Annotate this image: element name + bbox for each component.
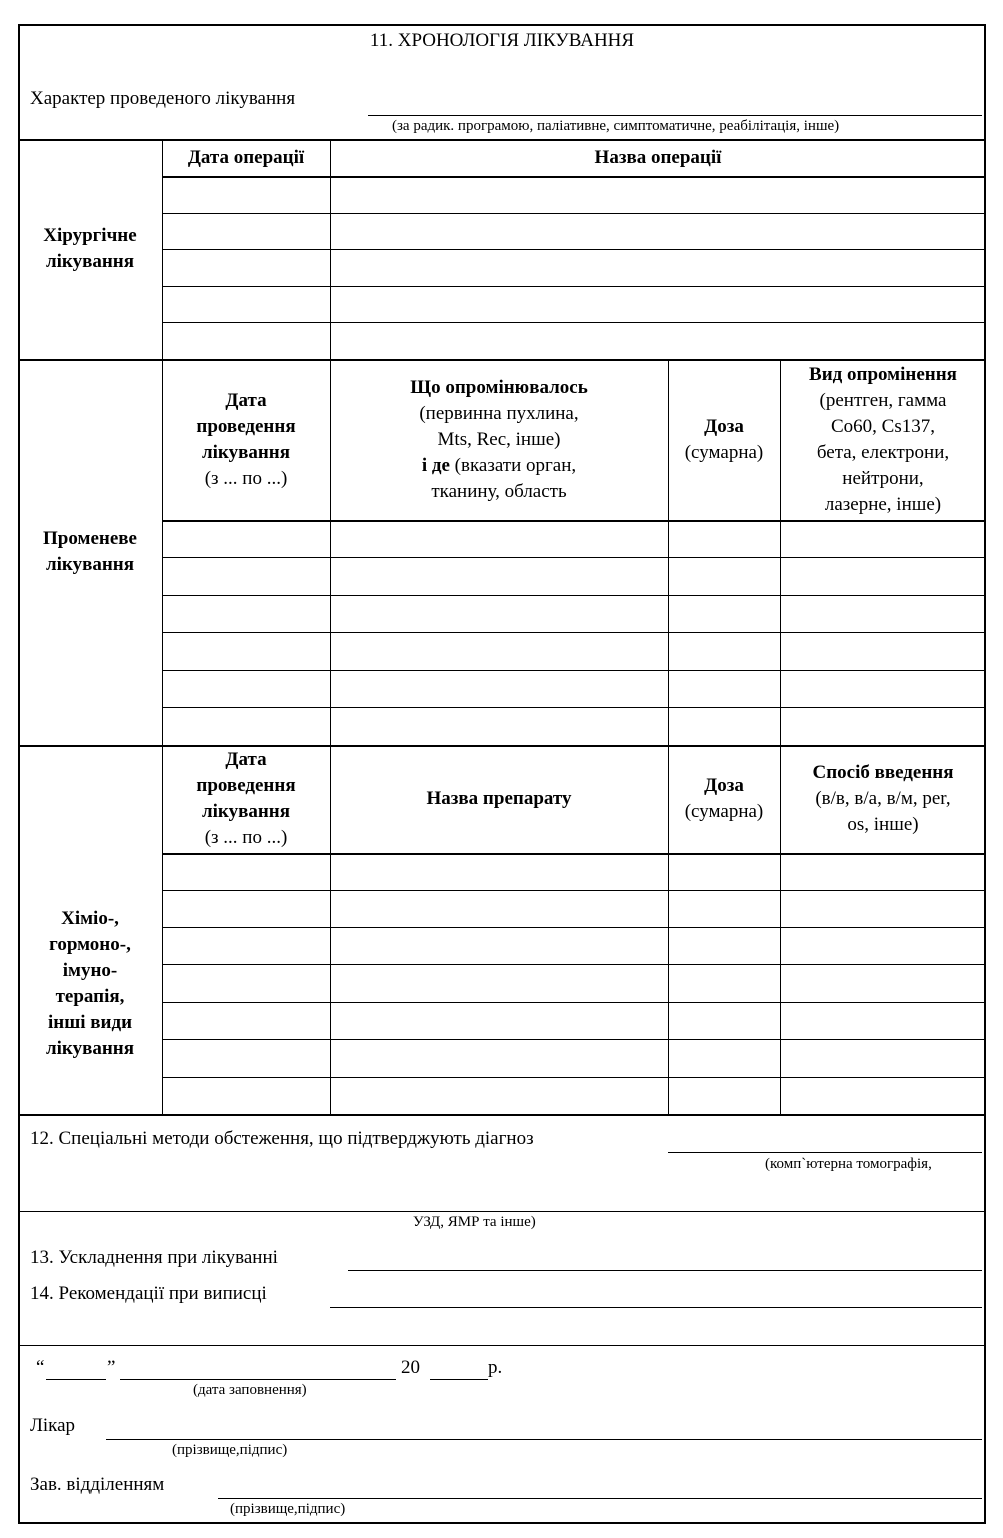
recommendations-field[interactable] bbox=[330, 1307, 982, 1308]
row-divider bbox=[162, 964, 986, 965]
section-title: 11. ХРОНОЛОГІЯ ЛІКУВАННЯ bbox=[369, 30, 635, 51]
special-methods-hint-1: (комп`ютерна томографія, bbox=[765, 1156, 932, 1172]
row-divider bbox=[162, 1077, 986, 1078]
row-divider bbox=[162, 1039, 986, 1040]
head-of-department-hint: (прізвище,підпис) bbox=[230, 1501, 346, 1517]
date-year-field[interactable] bbox=[430, 1379, 488, 1380]
row-divider bbox=[162, 595, 986, 596]
chemo-header-dose: Доза (сумарна) bbox=[684, 775, 764, 822]
row-divider bbox=[162, 632, 986, 633]
row-divider bbox=[162, 286, 986, 287]
special-methods-label: 12. Спеціальні методи обстеження, що підтверджують діагноз bbox=[30, 1128, 534, 1149]
head-of-department-field[interactable] bbox=[218, 1498, 982, 1499]
radiation-header-target: Що опромінювалось (первинна пухлина, Mts, Rec, інше) і де (вказати орган, тканину, область bbox=[410, 376, 588, 502]
date-close-quote: ” bbox=[107, 1357, 116, 1378]
row-divider bbox=[162, 927, 986, 928]
row-divider bbox=[162, 322, 986, 323]
divider bbox=[18, 1114, 986, 1116]
treatment-character-label: Характер проведеного лікування bbox=[30, 88, 296, 109]
row-divider bbox=[162, 249, 986, 250]
recommendations-label: 14. Рекомендації при виписці bbox=[30, 1283, 267, 1304]
doctor-field[interactable] bbox=[106, 1439, 982, 1440]
row-divider bbox=[162, 213, 986, 214]
surgical-header-date: Дата операції bbox=[187, 146, 305, 168]
doctor-hint: (прізвище,підпис) bbox=[172, 1442, 288, 1458]
chemo-section-label: Хіміо-, гормоно-, імуно- терапія, інші види лікування bbox=[45, 907, 135, 1059]
row-divider bbox=[162, 890, 986, 891]
divider bbox=[18, 1345, 986, 1346]
row-divider bbox=[162, 670, 986, 671]
complications-label: 13. Ускладнення при лікуванні bbox=[30, 1247, 278, 1268]
radiation-header-type: Вид опромінення (рентген, гамма Co60, Cs137, бета, електрони, нейтрони, лазерне, інше) bbox=[809, 363, 957, 515]
chemo-header-route: Спосіб введення (в/в, в/а, в/м, per, os, інше) bbox=[812, 762, 954, 835]
year-prefix: 20 bbox=[401, 1357, 420, 1378]
radiation-header-date: Дата проведення лікування (з ... по ...) bbox=[196, 389, 296, 489]
radiation-header-dose: Доза (сумарна) bbox=[684, 415, 764, 463]
date-month-field[interactable] bbox=[120, 1379, 396, 1380]
treatment-character-field[interactable] bbox=[368, 115, 982, 116]
doctor-label: Лікар bbox=[30, 1415, 76, 1436]
head-of-department-label: Зав. відділенням bbox=[30, 1474, 165, 1495]
surgical-header-name: Назва операції bbox=[594, 146, 722, 168]
date-day-field[interactable] bbox=[46, 1379, 106, 1380]
surgical-section-label: Хірургічне лікування bbox=[43, 225, 137, 272]
year-suffix: р. bbox=[488, 1357, 503, 1378]
row-divider bbox=[162, 707, 986, 708]
complications-field[interactable] bbox=[348, 1270, 982, 1271]
special-methods-hint-2: УЗД, ЯМР та інше) bbox=[413, 1214, 536, 1230]
date-hint: (дата заповнення) bbox=[193, 1382, 307, 1398]
row-divider bbox=[162, 1002, 986, 1003]
chemo-header-date: Дата проведення лікування (з ... по ...) bbox=[196, 749, 296, 848]
row-divider bbox=[162, 557, 986, 558]
date-open-quote: “ bbox=[36, 1357, 45, 1378]
header-divider bbox=[162, 853, 986, 855]
divider bbox=[18, 1211, 986, 1212]
chemo-header-drug: Назва препарату bbox=[426, 788, 572, 809]
header-divider bbox=[162, 520, 986, 522]
header-divider bbox=[162, 176, 986, 178]
treatment-character-hint: (за радик. програмою, паліативне, симптоматичне, реабілітація, інше) bbox=[392, 118, 840, 134]
special-methods-field[interactable] bbox=[668, 1152, 982, 1153]
radiation-section-label: Променеве лікування bbox=[43, 528, 137, 575]
